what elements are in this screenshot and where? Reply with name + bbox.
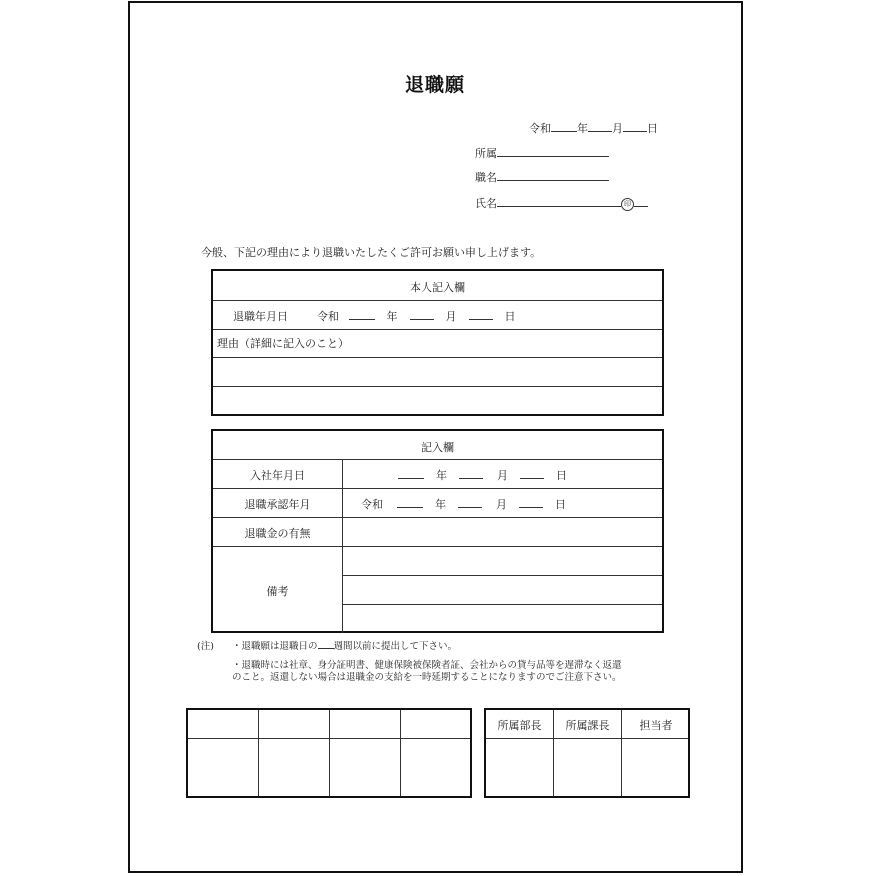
- self-year-blank[interactable]: [349, 308, 375, 320]
- note-weeks-blank[interactable]: [318, 638, 334, 649]
- intro-text: 今般、下記の理由により退職いたしたくご許可お願い申し上げます。: [201, 246, 542, 259]
- approval-year-blank[interactable]: [397, 496, 423, 508]
- affiliation-line: [475, 145, 609, 161]
- self-date-day: 日: [504, 310, 516, 323]
- section-head-label: 所属課長: [565, 719, 610, 732]
- remarks-line-1: [343, 575, 662, 576]
- header-era: 令和: [529, 122, 551, 135]
- person-in-charge-label: 担当者: [639, 719, 673, 732]
- name-label: 氏名: [475, 197, 497, 210]
- hire-year-blank[interactable]: [398, 467, 424, 479]
- stamp-grid-right: [484, 708, 690, 798]
- header-month-blank[interactable]: [588, 120, 612, 132]
- note-1-part-a: ・退職願は退職日の: [232, 641, 318, 652]
- remarks-label: 備考: [266, 585, 289, 598]
- office-divider-3: [213, 517, 662, 518]
- note-1: [232, 638, 457, 652]
- header-date: [529, 120, 658, 136]
- approval-day: 日: [555, 498, 566, 511]
- dept-head-label: 所属部長: [497, 719, 542, 732]
- self-section-title: 本人記入欄: [410, 281, 465, 294]
- stamp-left-col-2: [329, 710, 330, 796]
- self-date-year: 年: [386, 310, 398, 323]
- hire-month-blank[interactable]: [459, 467, 483, 479]
- self-divider-2: [213, 329, 662, 330]
- severance-label: 退職金の有無: [244, 527, 311, 540]
- approval-year: 年: [435, 498, 446, 511]
- stamp-left-col-3: [400, 710, 401, 796]
- header-day: 日: [647, 122, 658, 135]
- self-date-month: 月: [445, 310, 457, 323]
- name-blank[interactable]: [497, 195, 621, 207]
- notes-prefix: (注): [197, 641, 214, 652]
- self-date-row: [233, 308, 516, 324]
- reason-label: 理由（詳細に記入のこと）: [217, 337, 349, 350]
- header-year-blank[interactable]: [551, 120, 577, 132]
- seal-mark: 印: [621, 198, 634, 211]
- stamp-left-col-1: [258, 710, 259, 796]
- self-divider-3: [213, 357, 662, 358]
- approval-month-blank[interactable]: [458, 496, 482, 508]
- office-divider-2: [213, 488, 662, 489]
- stamp-grid-left: [186, 708, 472, 798]
- affiliation-label: 所属: [475, 147, 497, 160]
- note-2-line-1: ・退職時には社章、身分証明書、健康保険被保険者証、会社からの貸与品等を遅滞なく返還: [232, 660, 622, 671]
- office-divider-1: [213, 459, 662, 460]
- self-month-blank[interactable]: [410, 308, 434, 320]
- header-day-blank[interactable]: [623, 120, 647, 132]
- name-line: [475, 195, 648, 211]
- approval-date-fields: [361, 496, 566, 512]
- position-blank[interactable]: [497, 169, 609, 181]
- note-1-part-b: 週間以前に提出して下さい。: [333, 641, 458, 652]
- self-date-era: 令和: [317, 310, 339, 323]
- office-divider-4: [213, 546, 662, 547]
- self-section-box: [211, 269, 664, 416]
- remarks-line-2: [343, 604, 662, 605]
- seal-underline: [634, 195, 648, 207]
- office-section-box: [211, 429, 664, 633]
- hire-day-blank[interactable]: [520, 467, 544, 479]
- approval-day-blank[interactable]: [519, 496, 543, 508]
- self-divider-4: [213, 386, 662, 387]
- hire-month: 月: [497, 469, 508, 482]
- self-divider-1: [213, 300, 662, 301]
- approval-date-label: 退職承認年月: [244, 498, 311, 511]
- self-day-blank[interactable]: [469, 308, 493, 320]
- header-year: 年: [577, 122, 588, 135]
- header-month: 月: [612, 122, 623, 135]
- position-line: [475, 169, 609, 185]
- document-title: 退職願: [405, 74, 466, 96]
- affiliation-blank[interactable]: [497, 145, 609, 157]
- approval-era: 令和: [361, 498, 383, 511]
- approval-month: 月: [496, 498, 507, 511]
- note-2-line-2: のこと。返還しない場合は退職金の支給を一時延期することになりますのでご注意下さい。: [232, 672, 622, 683]
- hire-date-label: 入社年月日: [250, 469, 305, 482]
- hire-date-fields: [398, 467, 567, 483]
- hire-day: 日: [556, 469, 567, 482]
- office-section-title: 記入欄: [421, 441, 454, 454]
- self-date-label: 退職年月日: [233, 310, 288, 323]
- stamp-right-row-divider: [486, 738, 688, 739]
- hire-year: 年: [436, 469, 447, 482]
- position-label: 職名: [475, 171, 497, 184]
